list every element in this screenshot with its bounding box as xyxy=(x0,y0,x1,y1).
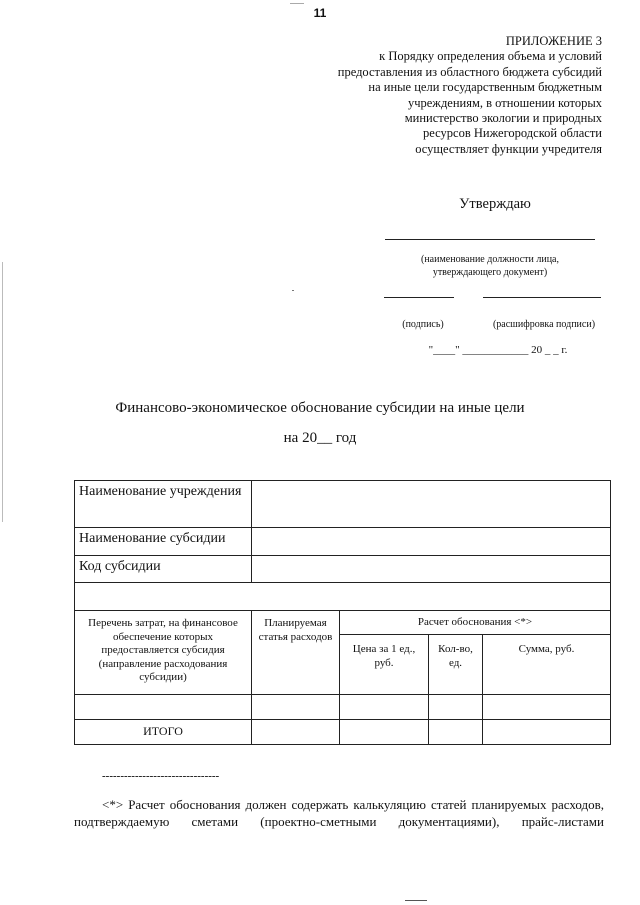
institution-value xyxy=(252,481,611,528)
appendix-line: на иные цели государственным бюджетным xyxy=(368,80,602,95)
table-cell xyxy=(483,720,611,745)
appendix-line: министерство экологии и природных xyxy=(404,111,602,126)
table-cell xyxy=(75,695,252,720)
footnote-text: <*> Расчет обоснования должен содержать калькуляцию статей планируемых расходов, подтверждаемую сметами (проектно-сметными документациями), прайс-листами xyxy=(74,797,604,829)
position-note xyxy=(385,253,595,279)
appendix-line: ресурсов Нижегородской области xyxy=(423,126,602,141)
table-cell xyxy=(429,720,483,745)
signature-decode-line xyxy=(483,297,601,298)
empty-row xyxy=(75,583,611,611)
subsidy-name-value xyxy=(252,528,611,556)
appendix-line: к Порядку определения объема и условий xyxy=(379,49,602,64)
col-qty-header: Кол-во, ед. xyxy=(429,635,483,695)
document-title: Финансово-экономическое обоснование субсидии на иные цели xyxy=(115,400,525,416)
table-cell xyxy=(483,695,611,720)
subsidy-name-label: Наименование субсидии xyxy=(75,528,252,556)
table-row xyxy=(75,583,611,611)
table-header-row xyxy=(75,611,611,635)
institution-label: Наименование учреждения xyxy=(75,481,252,528)
appendix-line: осуществляет функции учредителя xyxy=(415,141,602,156)
col-price-header: Цена за 1 ед., руб. xyxy=(340,635,429,695)
signature-line xyxy=(384,297,454,298)
scan-speck xyxy=(290,3,304,4)
table-row xyxy=(75,528,611,556)
document-year: на 20__ год xyxy=(283,430,357,446)
col-calc-header: Расчет обоснования <*> xyxy=(340,611,611,635)
signature-decode-label: (расшифровка подписи) xyxy=(492,319,596,330)
position-note-line: (наименование должности лица, xyxy=(420,254,559,265)
appendix-block xyxy=(302,34,602,157)
total-row xyxy=(75,720,611,745)
table-cell xyxy=(340,720,429,745)
position-line xyxy=(385,239,595,240)
position-note-line: утверждающего документ) xyxy=(432,267,548,278)
subsidy-code-value xyxy=(252,556,611,583)
approval-title: Утверждаю xyxy=(459,196,531,212)
col-planned-header: Планируемая статья расходов xyxy=(252,611,340,695)
table-row xyxy=(75,695,611,720)
subsidy-code-label: Код субсидии xyxy=(75,556,252,583)
date-line: "____" ____________ 20 _ _ г. xyxy=(428,344,568,356)
table-cell xyxy=(429,695,483,720)
table-cell xyxy=(340,695,429,720)
footnote-separator: -------------------------------- xyxy=(102,770,220,782)
scan-speck xyxy=(405,900,427,901)
total-label: ИТОГО xyxy=(75,720,252,745)
col-expenses-header: Перечень затрат, на финансовое обеспечение которых предоставляется субсидия (направление расходования субсидии) xyxy=(75,611,252,695)
table-cell xyxy=(252,695,340,720)
table-row xyxy=(75,481,611,528)
appendix-line: предоставления из областного бюджета субсидий xyxy=(337,64,602,79)
scan-edge-mark xyxy=(2,262,3,522)
page-number: 11 xyxy=(313,6,327,20)
scan-speck xyxy=(292,290,294,291)
subsidy-table xyxy=(74,480,611,745)
table-cell xyxy=(252,720,340,745)
appendix-line: учреждениям, в отношении которых xyxy=(407,95,602,110)
table-row xyxy=(75,556,611,583)
col-sum-header: Сумма, руб. xyxy=(483,635,611,695)
signature-label: (подпись) xyxy=(402,319,444,330)
appendix-title: ПРИЛОЖЕНИЕ 3 xyxy=(505,34,602,48)
